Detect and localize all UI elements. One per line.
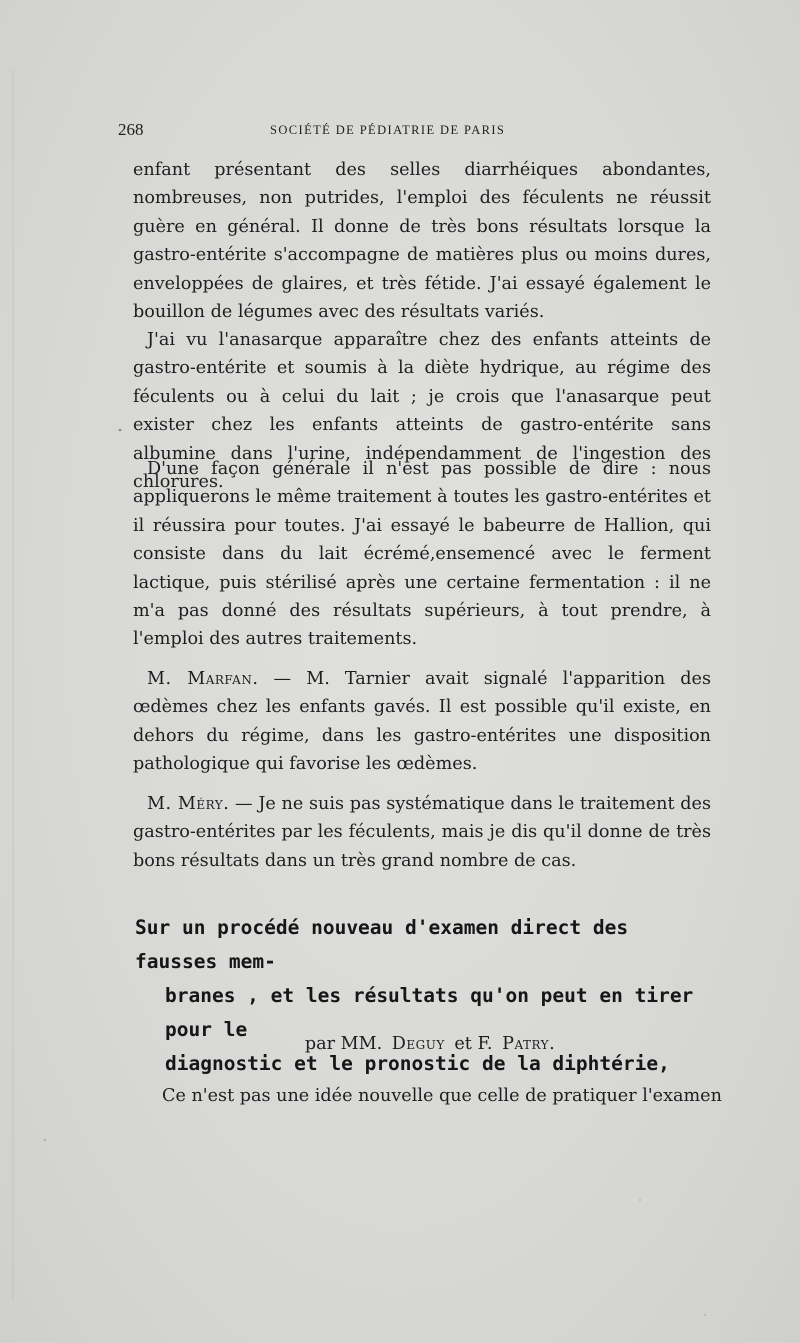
author-deguy: Deguy (391, 1034, 445, 1054)
article-title-line-3: diagnostic et le pronostic de la diphtérie, (165, 1052, 670, 1075)
article-title-line-2: branes , et les résultats qu'on peut en tirer pour le (165, 984, 694, 1041)
paragraph-anasarque: J'ai vu l'anasarque apparaître chez des enfants atteints de gastro-entérite et soumis à la diète hydrique, au régime des féculents ou à celui du lait ; je crois que l'anasarque peut exister chez les enfants atteints de gastro-entérite sans albumine dans l'urine, indépendamment de l'ingestion des chlorures. (133, 330, 711, 493)
paragraph-traitement: D'une façon générale il n'est pas possible de dire : nous appliquerons le même traitement à toutes les gastro-entérites et il réussira pour toutes. J'ai essayé le babeurre de Hallion, qui consiste dans du lait écrémé,ensemencé avec le ferment lactique, puis stérilisé après une certaine fermentation : il ne m'a pas donné des résultats supérieurs, à tout prendre, à l'emploi des autres traitements. (133, 459, 711, 650)
article-title-line-1: Sur un procédé nouveau d'examen direct des fausses mem- (135, 916, 629, 973)
running-head (118, 120, 718, 144)
page-number: 268 (118, 120, 144, 139)
journal-title: SOCIÉTÉ DE PÉDIATRIE DE PARIS (270, 123, 506, 137)
paragraph-continuation: enfant présentant des selles diarrhéiques abondantes, nombreuses, non putrides, l'emploi des féculents ne réussit guère en général. Il donne de très bons résultats lorsque la gastro-entérite s'accompagne de matières plus ou moins dures, enveloppées de glaires, et très fétide. J'ai essayé également le bouillon de légumes avec des résultats variés. (133, 160, 711, 323)
article-first-line: Ce n'est pas une idée nouvelle que celle de pratiquer l'examen (162, 1086, 722, 1106)
byline-and: et F. (454, 1034, 493, 1054)
article-title (135, 911, 720, 1081)
paper-speck (119, 429, 122, 432)
marfan-remark: — M. Tarnier avait signalé l'apparition des œdèmes chez les enfants gavés. Il est possible qu'il existe, en dehors du régime, dans les gastro-entérites une disposition pathologique qui favorise les œdèmes. (133, 669, 711, 775)
paper-speck (704, 1314, 706, 1316)
byline (0, 1034, 800, 1054)
author-patry: Patry. (502, 1034, 556, 1054)
paper-speck (639, 1199, 641, 1201)
paper-speck (44, 1139, 46, 1141)
paragraph-marfan (133, 665, 711, 779)
mery-remark: — Je ne suis pas systématique dans le traitement des gastro-entérites par les féculents, mais je dis qu'il donne de très bons résultats dans un très grand nombre de cas. (133, 794, 711, 871)
paragraph-mery (133, 790, 711, 875)
speaker-mery: M. Méry. (147, 794, 230, 814)
byline-prefix: par MM. (304, 1034, 383, 1054)
speaker-marfan: M. Marfan. (147, 669, 259, 689)
